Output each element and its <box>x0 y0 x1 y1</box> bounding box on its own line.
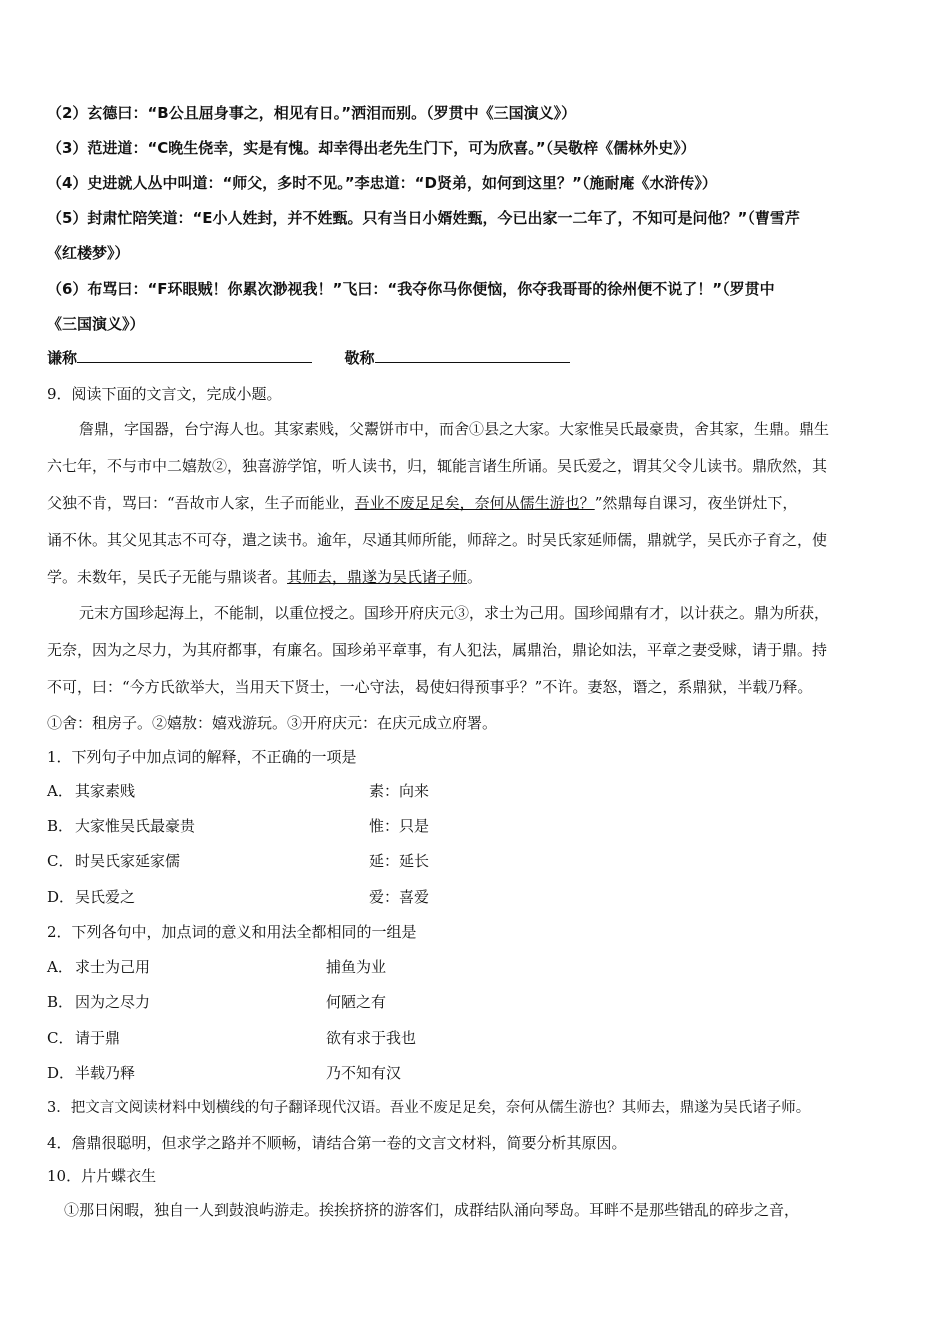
option-letter: D． <box>47 1064 75 1082</box>
option-c[interactable] <box>47 1027 917 1049</box>
option-text: 请于鼎 <box>75 1029 121 1047</box>
option-b[interactable] <box>47 815 917 837</box>
sub2-question: 2．下列各句中，加点词的意义和用法全都相同的一组是 <box>47 923 417 941</box>
option-a[interactable] <box>47 956 917 978</box>
option-compare: 乃不知有汉 <box>326 1064 402 1082</box>
option-d[interactable] <box>47 1062 917 1084</box>
passage-line: 詹鼎，字国器，台宁海人也。其家素贱，父鬻饼市中，而舍①县之大家。大家惟吴氏最豪贵，舍其家，生鼎。鼎生 <box>79 420 830 438</box>
option-text: 因为之尽力 <box>75 993 151 1011</box>
option-a[interactable] <box>47 780 917 802</box>
option-text: 吴氏爱之 <box>75 888 136 906</box>
q10-title: 10．片片蝶衣生 <box>47 1167 157 1185</box>
option-compare: 欲有求于我也 <box>326 1029 417 1047</box>
passage-line: 六七年，不与市中二嬉敖②，独喜游学馆，听人读书，归，辄能言诸生所诵。吴氏爱之，谓其父令儿读书。鼎欣然，其 <box>47 457 828 475</box>
respect-label: 敬称 <box>344 349 375 367</box>
passage-line: 元末方国珍起海上，不能制，以重位授之。国珍开府庆元③，求士为己用。国珍闻鼎有才，以计获之。鼎为所获， <box>79 604 830 622</box>
option-letter: D． <box>47 888 75 906</box>
passage-text: 父独不肯，骂曰：“吾故市人家，生子而能业， <box>47 494 355 512</box>
sub4-question: 4．詹鼎很聪明，但求学之路并不顺畅，请结合第一卷的文言文材料，简要分析其原因。 <box>47 1134 627 1152</box>
respect-blank[interactable] <box>375 347 570 363</box>
option-letter: A． <box>47 782 73 800</box>
dialogue-line-6-cont: 《三国演义》） <box>47 315 145 333</box>
passage-line: 诵不休。其父见其志不可夺，遣之读书。逾年，尽通其师所能，师辞之。时吴氏家延师儒，鼎就学，吴氏亦子育之，使 <box>47 531 828 549</box>
dialogue-line-6: （6）布骂曰：“F环眼贼！你累次渺视我！”飞曰：“我夺你马你便恼，你夺我哥哥的徐州便不说了！”（罗贯中 <box>47 280 775 298</box>
option-gloss: 惟：只是 <box>369 817 430 835</box>
sub1-question: 1．下列句子中加点词的解释，不正确的一项是 <box>47 748 357 766</box>
option-gloss: 爱：喜爱 <box>369 888 430 906</box>
humble-label: 谦称 <box>47 349 78 367</box>
passage-line <box>47 492 917 514</box>
q9-title: 9．阅读下面的文言文，完成小题。 <box>47 385 282 403</box>
option-text: 其家素贱 <box>75 782 136 800</box>
humble-blank[interactable] <box>77 347 312 363</box>
dialogue-line-3: （3）范进道：“C晚生侥幸，实是有愧。却幸得出老先生门下，可为欣喜。”（吴敬梓《儒林外史》） <box>47 139 696 157</box>
option-letter: B． <box>47 993 74 1011</box>
dialogue-line-5: （5）封肃忙陪笑道：“E小人姓封，并不姓甄。只有当日小婿姓甄，今已出家一二年了，不知可是问他？”（曹雪芹 <box>47 209 800 227</box>
passage-text: 学。未数年，吴氏子无能与鼎谈者。 <box>47 568 288 586</box>
option-compare: 何陋之有 <box>326 993 387 1011</box>
dialogue-line-5-cont: 《红楼梦》） <box>47 244 130 262</box>
passage-line: 不可，曰：“今方氏欲举大，当用天下贤士，一心守法，曷使妇得预事乎？”不许。妻怒，谮之，系鼎狱，半载乃释。 <box>47 678 813 696</box>
passage-line: 无奈，因为之尽力，为其府都事，有廉名。国珍弟平章事，有人犯法，属鼎治，鼎论如法，平章之妻受赇，请于鼎。持 <box>47 641 828 659</box>
option-text: 大家惟吴氏最豪贵 <box>75 817 196 835</box>
option-gloss: 素：向来 <box>369 782 430 800</box>
option-letter: A． <box>47 958 73 976</box>
option-text: 时吴氏家延家儒 <box>75 852 181 870</box>
passage-line <box>47 566 917 588</box>
option-b[interactable] <box>47 991 917 1013</box>
option-text: 求士为己用 <box>75 958 151 976</box>
underlined-sentence-1: 吾业不废足足矣，奈何从儒生游也？ <box>354 494 595 512</box>
passage-text: 。 <box>467 568 483 586</box>
option-c[interactable] <box>47 850 917 872</box>
dialogue-line-4: （4）史进就人丛中叫道：“师父，多时不见。”李忠道：“D贤弟，如何到这里？”（施耐庵《水浒传》） <box>47 174 717 192</box>
option-letter: C． <box>47 1029 74 1047</box>
option-gloss: 延：延长 <box>369 852 430 870</box>
sub3-question: 3．把文言文阅读材料中划横线的句子翻译现代汉语。吾业不废足足矣，奈何从儒生游也？其师去，鼎遂为吴氏诸子师。 <box>47 1100 811 1116</box>
option-text: 半载乃释 <box>75 1064 136 1082</box>
dialogue-line-2: （2）玄德曰：“B公且屈身事之，相见有日。”洒泪而别。（罗贯中《三国演义》） <box>47 104 577 122</box>
underlined-sentence-2: 其师去，鼎遂为吴氏诸子师 <box>287 568 468 586</box>
answer-row <box>47 347 917 369</box>
q10-paragraph-1: ①那日闲暇，独自一人到鼓浪屿游走。挨挨挤挤的游客们，成群结队涌向琴岛。耳畔不是那些错乱的碎步之音， <box>64 1201 800 1219</box>
option-letter: B． <box>47 817 74 835</box>
option-compare: 捕鱼为业 <box>326 958 387 976</box>
option-letter: C． <box>47 852 74 870</box>
option-d[interactable] <box>47 886 917 908</box>
passage-text: ”然鼎每自课习，夜坐饼灶下， <box>594 494 798 512</box>
passage-notes: ①舍：租房子。②嬉敖：嬉戏游玩。③开府庆元：在庆元成立府署。 <box>47 714 498 732</box>
